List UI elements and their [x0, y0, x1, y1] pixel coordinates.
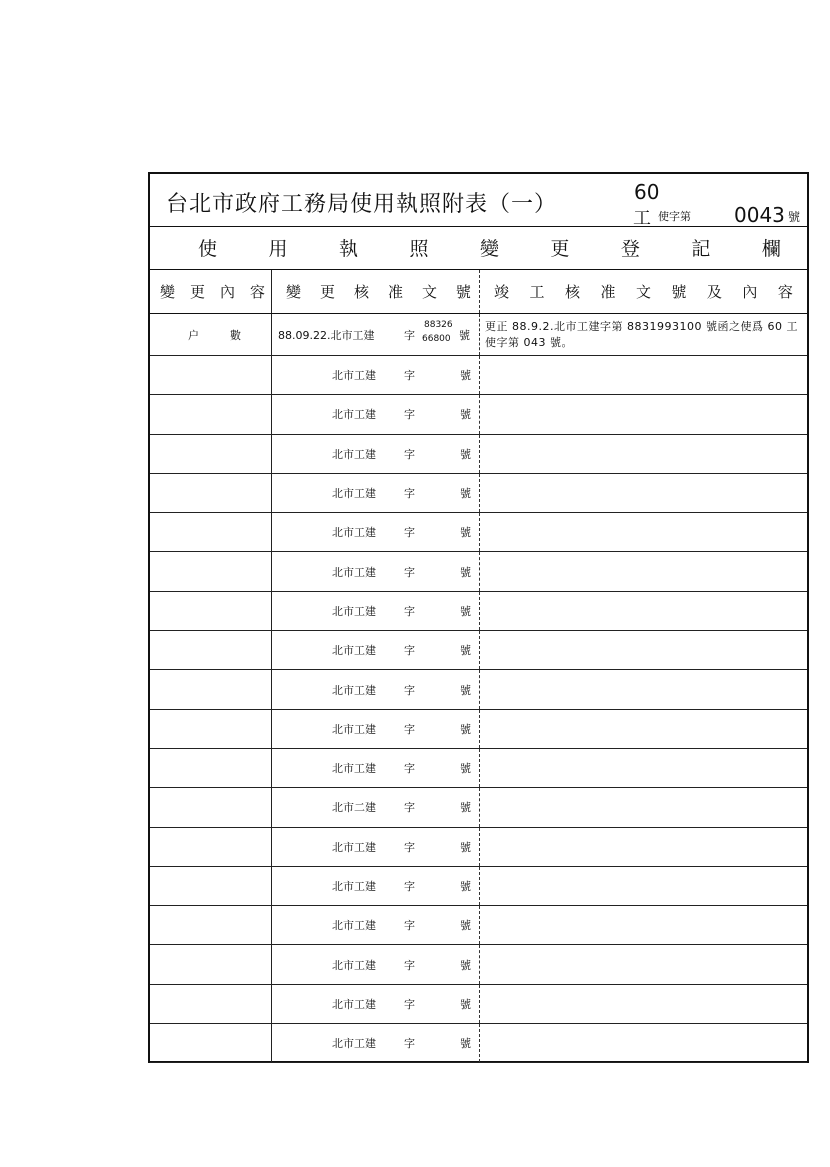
completion-ref-cell	[480, 788, 807, 826]
table-row	[150, 867, 807, 906]
completion-note: 更正 88.9.2.北市工建字第 8831993100 號函之使爲 60 工使字第 043 號。	[485, 320, 798, 349]
approval-office: 北市工建	[332, 997, 376, 1011]
approval-hao: 號	[460, 369, 471, 383]
header-char: 工	[529, 283, 545, 301]
completion-ref-cell	[480, 906, 807, 944]
completion-ref-cell	[480, 945, 807, 983]
section-char: 登	[620, 238, 640, 260]
change-content-cell	[150, 314, 272, 355]
header-char: 變	[286, 283, 302, 301]
approval-ref-cell	[272, 1024, 480, 1062]
header-char: 內	[219, 283, 235, 301]
approval-ref-cell	[272, 395, 480, 433]
approval-hao: 號	[460, 762, 471, 776]
change-content-cell	[150, 1024, 272, 1062]
table-row	[150, 788, 807, 827]
header-char: 變	[160, 283, 176, 301]
approval-hao: 號	[460, 408, 471, 422]
approval-ref-cell	[272, 906, 480, 944]
approval-zi: 字	[404, 408, 415, 422]
approval-hao: 號	[460, 447, 471, 461]
section-char: 用	[268, 238, 288, 260]
completion-ref-cell	[480, 828, 807, 866]
header-char: 准	[600, 283, 616, 301]
section-char: 變	[479, 238, 499, 260]
approval-zi: 字	[404, 997, 415, 1011]
permit-number: 0043	[734, 203, 785, 227]
table-row	[150, 631, 807, 670]
header-char: 內	[742, 283, 758, 301]
section-char: 使	[198, 238, 218, 260]
table-row	[150, 552, 807, 591]
approval-ref-cell	[272, 985, 480, 1023]
approval-hao: 號	[460, 644, 471, 658]
approval-office: 北市工建	[332, 958, 376, 972]
table-row	[150, 474, 807, 513]
header-char: 更	[319, 283, 335, 301]
change-content-cell	[150, 474, 272, 512]
approval-ref-cell	[272, 945, 480, 983]
change-content-cell	[150, 631, 272, 669]
header-char: 號	[671, 283, 687, 301]
change-content-cell	[150, 552, 272, 590]
change-content-cell	[150, 356, 272, 394]
completion-ref-cell	[480, 552, 807, 590]
approval-ref-cell	[272, 710, 480, 748]
header-char: 容	[777, 283, 793, 301]
section-title	[150, 226, 807, 270]
table-row	[150, 985, 807, 1024]
table-row	[150, 592, 807, 631]
header-char: 文	[421, 283, 437, 301]
change-content-cell	[150, 710, 272, 748]
approval-hao: 號	[459, 329, 470, 342]
section-char: 記	[691, 238, 711, 260]
table-row	[150, 710, 807, 749]
approval-zi: 字	[404, 565, 415, 579]
header-char: 容	[249, 283, 265, 301]
approval-office: 北市工建	[332, 487, 376, 501]
approval-hao: 號	[460, 683, 471, 697]
approval-zi: 字	[404, 880, 415, 893]
approval-ref-cell	[272, 552, 480, 590]
approval-office: 北市工建	[332, 840, 376, 854]
change-content-cell	[150, 749, 272, 787]
approval-office: 北市二建	[332, 801, 376, 815]
change-content-cell	[150, 867, 272, 905]
approval-ref-cell	[272, 828, 480, 866]
completion-ref-cell	[480, 1024, 807, 1062]
approval-zi: 字	[404, 1037, 415, 1051]
approval-ref-cell	[272, 474, 480, 512]
approval-office: 北市工建	[332, 722, 376, 736]
table-row	[150, 906, 807, 945]
approval-ref-cell	[272, 749, 480, 787]
completion-ref-cell	[480, 356, 807, 394]
approval-date-office: 88.09.22.北市工建	[278, 329, 375, 342]
approval-hao: 號	[460, 722, 471, 736]
approval-hao: 號	[460, 565, 471, 579]
approval-office: 北市工建	[332, 526, 376, 540]
header-char: 准	[387, 283, 403, 301]
content-char: 户	[188, 328, 199, 342]
content-char: 數	[230, 328, 241, 342]
change-content-cell	[150, 435, 272, 473]
header-approval-ref	[272, 270, 480, 313]
permit-suffix: 號	[788, 210, 801, 224]
approval-office: 北市工建	[332, 408, 376, 422]
permit-year: 60	[634, 180, 660, 204]
approval-office: 北市工建	[332, 762, 376, 776]
table-header-row	[150, 270, 807, 314]
approval-zi: 字	[404, 369, 415, 383]
section-char: 執	[338, 238, 358, 260]
approval-zi: 字	[404, 683, 415, 697]
change-content-cell	[150, 945, 272, 983]
header-char: 號	[455, 283, 471, 301]
approval-office: 北市工建	[332, 604, 376, 618]
section-char: 照	[409, 238, 429, 260]
approval-ref-cell	[272, 631, 480, 669]
approval-zi: 字	[404, 644, 415, 658]
approval-hao: 號	[460, 526, 471, 540]
completion-ref-cell	[480, 435, 807, 473]
completion-ref-cell	[480, 670, 807, 708]
header-char: 核	[353, 283, 369, 301]
approval-zi: 字	[404, 722, 415, 736]
header-completion-ref	[480, 270, 807, 313]
approval-zi: 字	[404, 958, 415, 972]
approval-office: 北市工建	[332, 644, 376, 658]
approval-hao: 號	[460, 840, 471, 854]
approval-office: 北市工建	[332, 919, 376, 933]
completion-ref-cell	[480, 513, 807, 551]
approval-ref-cell	[272, 867, 480, 905]
table-row	[150, 395, 807, 434]
approval-ref-cell	[272, 435, 480, 473]
approval-office: 北市工建	[332, 683, 376, 697]
change-content-cell	[150, 592, 272, 630]
approval-ref-cell	[272, 788, 480, 826]
table-row	[150, 945, 807, 984]
change-content-cell	[150, 670, 272, 708]
form-title-row	[150, 174, 807, 227]
approval-office: 北市工建	[332, 880, 376, 893]
section-char: 更	[550, 238, 570, 260]
approval-zi: 字	[404, 487, 415, 501]
permit-prefix: 工	[633, 208, 651, 229]
approval-hao: 號	[460, 1037, 471, 1051]
completion-ref-cell	[480, 631, 807, 669]
approval-office: 北市工建	[332, 1037, 376, 1051]
header-change-content	[150, 270, 272, 313]
table-row	[150, 435, 807, 474]
approval-zi: 字	[404, 801, 415, 815]
table-row	[150, 513, 807, 552]
approval-zi: 字	[404, 447, 415, 461]
header-char: 更	[189, 283, 205, 301]
approval-zi: 字	[404, 762, 415, 776]
completion-ref-cell	[480, 395, 807, 433]
completion-ref-cell	[480, 867, 807, 905]
approval-ref-cell	[272, 513, 480, 551]
change-content-cell	[150, 906, 272, 944]
table-row-filled	[150, 314, 807, 356]
change-content-cell	[150, 395, 272, 433]
approval-zi: 字	[404, 604, 415, 618]
completion-ref-cell	[480, 710, 807, 748]
header-char: 及	[706, 283, 722, 301]
completion-ref-cell	[480, 592, 807, 630]
header-char: 文	[635, 283, 651, 301]
form-title: 台北市政府工務局使用執照附表（一）	[166, 192, 558, 217]
approval-ref-cell	[272, 592, 480, 630]
change-content-cell	[150, 985, 272, 1023]
register-table	[150, 270, 807, 1063]
approval-office: 北市工建	[332, 447, 376, 461]
permit-type: 使字第	[658, 210, 691, 223]
approval-number-line2: 66800	[422, 334, 451, 344]
approval-zi: 字	[404, 919, 415, 933]
completion-ref-cell	[480, 985, 807, 1023]
approval-zi: 字	[404, 329, 415, 342]
header-char: 核	[564, 283, 580, 301]
table-row	[150, 1024, 807, 1063]
approval-ref-cell	[272, 356, 480, 394]
approval-hao: 號	[460, 487, 471, 501]
completion-ref-cell	[480, 474, 807, 512]
approval-hao: 號	[460, 880, 471, 893]
approval-hao: 號	[460, 604, 471, 618]
change-content-cell	[150, 788, 272, 826]
approval-hao: 號	[460, 919, 471, 933]
permit-annex-form	[148, 172, 809, 1063]
approval-office: 北市工建	[332, 369, 376, 383]
change-content-cell	[150, 828, 272, 866]
completion-ref-cell	[480, 749, 807, 787]
table-row	[150, 828, 807, 867]
approval-zi: 字	[404, 526, 415, 540]
approval-number-line1: 88326	[424, 320, 453, 330]
approval-ref-cell	[272, 670, 480, 708]
table-row	[150, 670, 807, 709]
section-char: 欄	[761, 238, 781, 260]
approval-hao: 號	[460, 997, 471, 1011]
table-row	[150, 356, 807, 395]
approval-hao: 號	[460, 801, 471, 815]
approval-hao: 號	[460, 958, 471, 972]
approval-office: 北市工建	[332, 565, 376, 579]
approval-zi: 字	[404, 840, 415, 854]
header-char: 竣	[494, 283, 510, 301]
table-row	[150, 749, 807, 788]
change-content-cell	[150, 513, 272, 551]
approval-ref-cell	[272, 314, 480, 355]
